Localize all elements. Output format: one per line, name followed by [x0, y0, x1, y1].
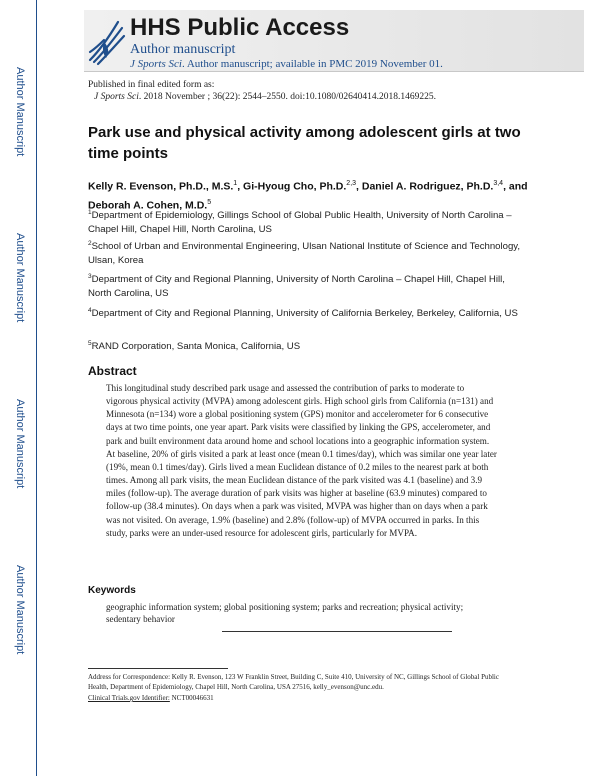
affiliation	[88, 270, 524, 301]
hhs-brand-title: HHS Public Access	[130, 14, 350, 41]
published-citation	[88, 91, 436, 103]
trial-id: NCT00046631	[169, 694, 214, 702]
sidebar-label-author-manuscript: Author Manuscript	[14, 233, 26, 323]
trial-registry-link[interactable]: Clinical Trials.gov Identifier:	[88, 694, 170, 702]
hhs-header-banner	[84, 10, 584, 72]
affiliation	[88, 304, 524, 321]
published-label: Published in final edited form as:	[88, 80, 215, 90]
affiliation-text: Department of City and Regional Planning, University of North Carolina – Chapel Hill, Chapel Hill, North Carolina, US	[88, 274, 505, 300]
published-journal: J Sports Sci	[94, 92, 139, 102]
author-name: Daniel A. Rodriguez, Ph.D.	[361, 180, 494, 193]
availability-line	[130, 58, 443, 70]
affiliation-number: 5	[88, 340, 92, 347]
footnote-divider	[88, 668, 228, 669]
author-affil-sup: 1	[233, 180, 238, 187]
availability-text: . Author manuscript; available in PMC 2019 November 01.	[181, 58, 443, 70]
affiliation-text: Department of City and Regional Planning, University of California Berkeley, Berkeley, California, US	[91, 308, 518, 320]
section-divider	[222, 631, 452, 632]
correspondence-footnote: Address for Correspondence: Kelly R. Evenson, 123 W Franklin Street, Building C, Suite 410, University of NC, Gillings School of Global Public Health, Department of Epidemiology, Chapel Hill, North Carolina, USA 27516, kelly_evenson@unc.edu.	[88, 673, 499, 691]
sidebar-rule	[36, 0, 37, 776]
hhs-eagle-logo-icon	[84, 12, 128, 68]
journal-abbrev: J Sports Sci	[130, 58, 182, 70]
author-name: Kelly R. Evenson, Ph.D., M.S.	[88, 180, 234, 193]
author-separator: , and	[503, 180, 528, 193]
sidebar-label-author-manuscript: Author Manuscript	[14, 67, 26, 157]
affiliation-text: RAND Corporation, Santa Monica, California, US	[91, 341, 301, 353]
keywords-heading: Keywords	[88, 585, 136, 596]
author-affil-sup: 3,4	[493, 180, 504, 187]
published-citation-text: . 2018 November ; 36(22): 2544–2550. doi:10.1080/02640414.2018.1469225.	[138, 92, 436, 102]
author-name: Gi-Hyoug Cho, Ph.D.	[243, 180, 347, 193]
affiliation-number: 4	[88, 307, 92, 314]
article-title: Park use and physical activity among adolescent girls at two time points	[88, 124, 521, 162]
keywords-body: geographic information system; global positioning system; parks and recreation; physical activity; sedentary behavior	[106, 602, 464, 624]
affiliation-text: Department of Epidemiology, Gillings School of Global Public Health, University of North Carolina – Chapel Hill, Chapel Hill, North Carolina, US	[88, 210, 512, 236]
author-affil-sup: 2,3	[346, 180, 357, 187]
sidebar-label-author-manuscript: Author Manuscript	[14, 565, 26, 655]
published-info	[88, 79, 436, 103]
abstract-heading: Abstract	[88, 364, 137, 378]
author-affil-sup: 5	[207, 198, 212, 206]
affiliation-number: 3	[88, 273, 92, 280]
trial-identifier	[88, 694, 214, 702]
affiliation-number: 1	[88, 209, 92, 216]
author-separator: ,	[356, 180, 362, 193]
abstract-body: This longitudinal study described park usage and assessed the contribution of parks to moderate to vigorous physical activity (MVPA) among adolescent girls. High school girls from California (n=131) and Minnesota (n=134) wore a global positioning system (GPS) monitor and accelerometer for 6 consecutive days at two time points, one year apart. Park visits were classified by linking the GPS, accelerometer, and park and built environment data around home and school locations into a geographic information system. At baseline, 20% of girls visited a park at least once (mean 0.1 times/day), which was similar one year later (19%, mean 0.1 times/day). Girls lived a mean Euclidean distance of 0.2 miles to the nearest park at both times. Among all park visits, the mean Euclidean distance of the park visited was 4.1 (baseline) and 3.9 miles (follow-up). The average duration of park visits was higher at baseline (63.9 minutes) compared to follow-up (38.4 minutes). On days when a park was visited, MVPA was higher than on days when a park was not visited. On average, 1.9% (baseline) and 2.8% (follow-up) of MVPA occurred in parks. In this study, parks were an under-used resource for adolescent girls, particularly for MVPA.	[106, 383, 497, 538]
affiliation-number: 2	[88, 240, 92, 247]
author-separator: ,	[237, 180, 244, 193]
author-name: Deborah A. Cohen, M.D.	[88, 199, 208, 211]
affiliation	[88, 337, 524, 354]
affiliation-text: School of Urban and Environmental Engineering, Ulsan National Institute of Science and Technology, Ulsan, Korea	[88, 241, 521, 267]
affiliation	[88, 206, 524, 237]
author-manuscript-label: Author manuscript	[130, 42, 236, 57]
affiliation	[88, 237, 524, 268]
sidebar-label-author-manuscript: Author Manuscript	[14, 399, 26, 489]
